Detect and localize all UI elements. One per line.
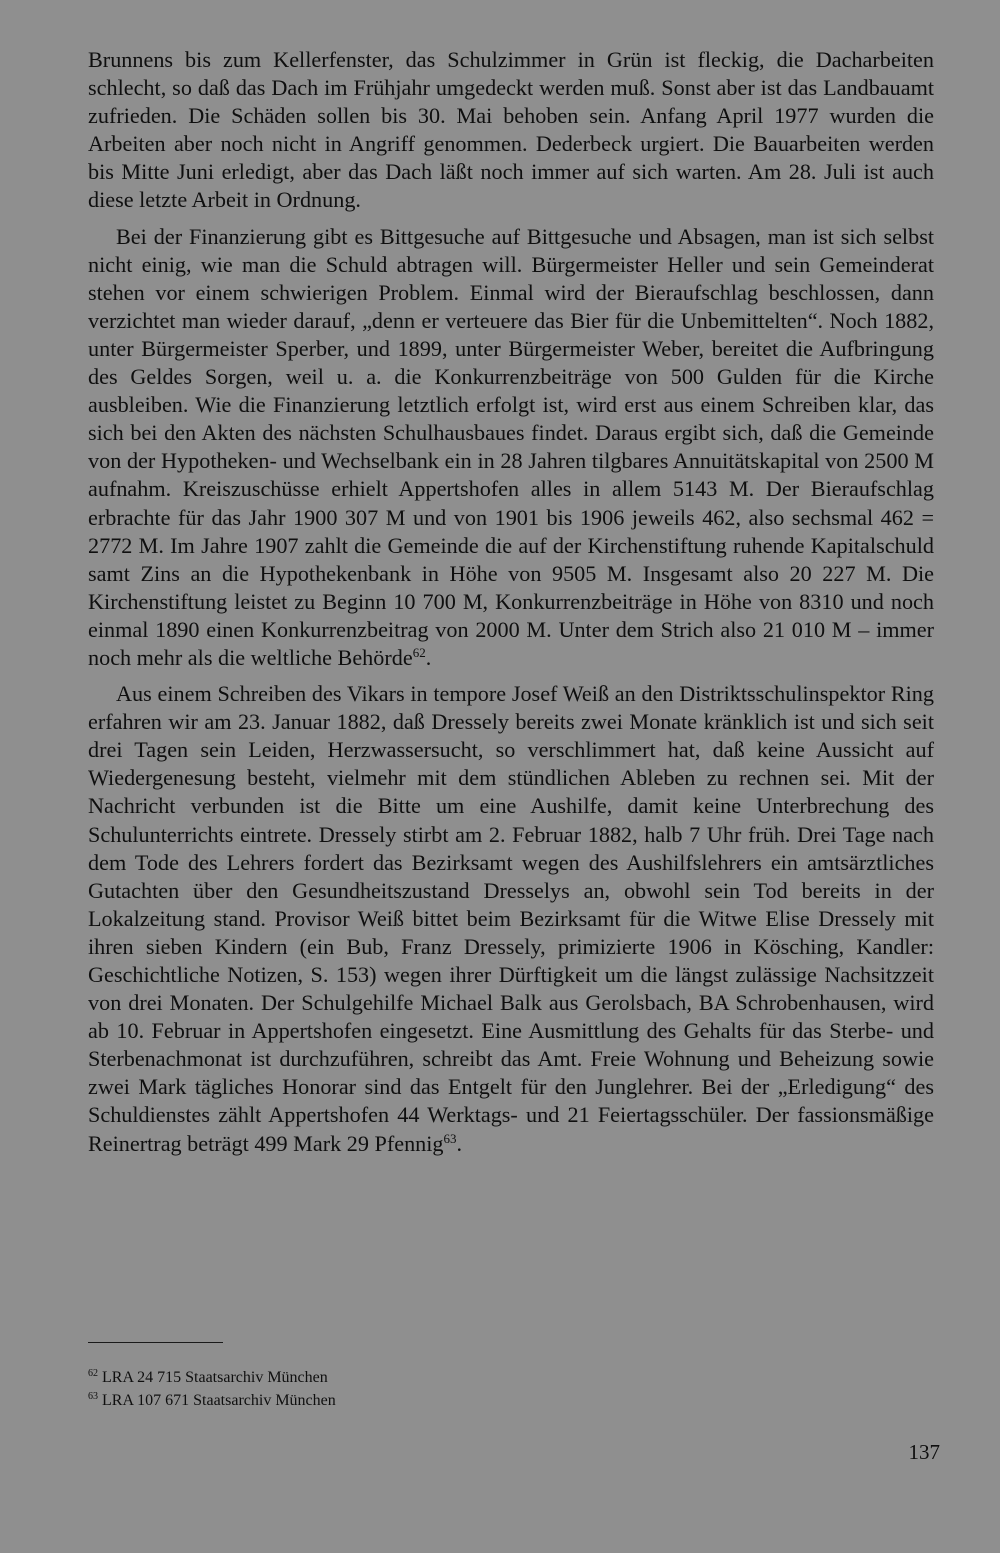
footnote-text: LRA 24 715 Staatsarchiv München [102,1369,328,1386]
paragraph-2: Bei der Finanzierung gibt es Bittgesuche auf Bittgesuche und Absagen, man ist sich selbst nicht einig, wie man die Schuld abtragen will. Bürgermeister Heller und sein Gemeinderat stehen vor einem schwierigen Problem. Einmal wird der Bieraufschlag beschlossen, dann verzichtet man wieder darauf, „denn er verteuere das Bier für die Unbemittelten“. Noch 1882, unter Bürgermeister Sperber, und 1899, unter Bürgermeister Weber, bereitet die Aufbringung des Geldes Sorgen, weil u. a. die Konkurrenzbeiträge von 500 Gulden für die Kirche ausbleiben. Wie die Finanzierung letztlich erfolgt ist, wird erst aus einem Schreiben klar, das sich bei den Akten des nächsten Schulhausbaues findet. Daraus ergibt sich, daß die Gemeinde von der Hypotheken- und Wechselbank ein in 28 Jahren tilgbares Annuitätskapital von 2500 M aufnahm. Kreiszuschüsse erhielt Appertshofen alles in allem 5143 M. Der Bieraufschlag erbrachte für das Jahr 1900 307 M und von 1901 bis 1906 jeweils 462, also sechsmal 462 = 2772 M. Im Jahre 1907 zahlt die Gemeinde die auf der Kirchenstiftung ruhende Kapitalschuld samt Zins an die Hypothekenbank in Höhe von 9505 M. Insgesamt also 20 227 M. Die Kirchenstiftung leistet zu Beginn 10 700 M, Konkurrenzbeiträge in Höhe von 8310 und noch einmal 1890 einen Konkurrenzbeitrag von 2000 M. Unter dem Strich also 21 010 M – immer noch mehr als die weltliche Behörde$^{62}$. [88,223,934,670]
footnote-ref-62: 62 [412,644,426,660]
footnote-63 [88,1389,934,1412]
paragraph-3-text: Aus einem Schreiben des Vikars in tempore Josef Weiß an den Distriktsschulinspektor Ring erfahren wir am 23. Januar 1882, daß Dressely bereits zwei Monate kränklich ist und sich seit drei Tagen sein Leiden, Herzwassersucht, so verschlimmert hat, daß keine Aussicht auf Wiedergenesung besteht, vielmehr mit dem stündlichen Ableben zu rechnen sei. Mit der Nachricht verbunden ist die Bitte um eine Aushilfe, damit keine Unterbrechung des Schulunterrichts eintrete. Dressely stirbt am 2. Februar 1882, halb 7 Uhr früh. Drei Tage nach dem Tode des Lehrers fordert das Bezirksamt wegen des Aushilfslehrers ein amtsärztliches Gutachten über den Gesundheitszustand Dresselys an, obwohl sein Tod bereits in der Lokalzeitung stand. Provisor Weiß bittet beim Bezirksamt für die Witwe Elise Dressely mit ihren sieben Kindern (ein Bub, Franz Dressely, primizierte 1906 in Kösching, Kandler: Geschichtliche Notizen, S. 153) wegen ihrer Dürftigkeit um die längst zulässige Nachsitzzeit von drei Monaten. Der Schulgehilfe Michael Balk aus Gerolsbach, BA Schrobenhausen, wird ab 10. Februar in Appertshofen eingesetzt. Eine Ausmittlung des Gehalts für das Sterbe- und Sterbenachmonat ist durchzuführen, schreibt das Amt. Freie Wohnung und Beheizung sowie zwei Mark tägliches Honorar sind das Entgelt für den Junglehrer. Bei der „Erledigung“ des Schuldienstes zählt Appertshofen 44 Werktags- und 21 Feiertagsschüler. Der fassionsmäßige Reinertrag beträgt 499 Mark 29 Pfennig [88,681,934,1156]
footnote-separator [88,1342,223,1343]
paragraph-1 [88,46,934,215]
paragraph-2-text: Bei der Finanzierung gibt es Bittgesuche auf Bittgesuche und Absagen, man ist sich selbst nicht einig, wie man die Schuld abtragen will. Bürgermeister Heller und sein Gemeinderat stehen vor einem schwierigen Problem. Einmal wird der Bieraufschlag beschlossen, dann verzichtet man wieder darauf, „denn er verteuere das Bier für die Unbemittelten“. Noch 1882, unter Bürgermeister Sperber, und 1899, unter Bürgermeister Weber, bereitet die Aufbringung des Geldes Sorgen, weil u. a. die Konkurrenzbeiträge von 500 Gulden für die Kirche ausbleiben. Wie die Finanzierung letztlich erfolgt ist, wird erst aus einem Schreiben klar, das sich bei den Akten des nächsten Schulhausbaues findet. Daraus ergibt sich, daß die Gemeinde von der Hypotheken- und Wechselbank ein in 28 Jahren tilgbares Annuitätskapital von 2500 M aufnahm. Kreiszuschüsse erhielt Appertshofen alles in allem 5143 M. Der Bieraufschlag erbrachte für das Jahr 1900 307 M und von 1901 bis 1906 jeweils 462, also sechsmal 462 = 2772 M. Im Jahre 1907 zahlt die Gemeinde die auf der Kirchenstiftung ruhende Kapitalschuld samt Zins an die Hypothekenbank in Höhe von 9505 M. Insgesamt also 20 227 M. Die Kirchenstiftung leistet zu Beginn 10 700 M, Konkurrenzbeiträge in Höhe von 8310 und noch einmal 1890 einen Konkurrenzbeitrag von 2000 M. Unter dem Strich also 21 010 M – immer noch mehr als die weltliche Behörde [88,223,934,670]
footnote-text: LRA 107 671 Staatsarchiv München [102,1392,336,1409]
paragraph-3: Aus einem Schreiben des Vikars in tempore Josef Weiß an den Distriktsschulinspektor Ring erfahren wir am 23. Januar 1882, daß Dressely bereits zwei Monate kränklich ist und sich seit drei Tagen sein Leiden, Herzwassersucht, so verschlimmert hat, daß keine Aussicht auf Wiedergenesung besteht, vielmehr mit dem stündlichen Ableben zu rechnen sei. Mit der Nachricht verbunden ist die Bitte um eine Aushilfe, damit keine Unterbrechung des Schulunterrichts eintrete. Dressely stirbt am 2. Februar 1882, halb 7 Uhr früh. Drei Tage nach dem Tode des Lehrers fordert das Bezirksamt wegen des Aushilfslehrers ein amtsärztliches Gutachten über den Gesundheitszustand Dresselys an, obwohl sein Tod bereits in der Lokalzeitung stand. Provisor Weiß bittet beim Bezirksamt für die Witwe Elise Dressely mit ihren sieben Kindern (ein Bub, Franz Dressely, primizierte 1906 in Kösching, Kandler: Geschichtliche Notizen, S. 153) wegen ihrer Dürftigkeit um die längst zulässige Nachsitzzeit von drei Monaten. Der Schulgehilfe Michael Balk aus Gerolsbach, BA Schrobenhausen, wird ab 10. Februar in Appertshofen eingesetzt. Eine Ausmittlung des Gehalts für das Sterbe- und Sterbenachmonat ist durchzuführen, schreibt das Amt. Freie Wohnung und Beheizung sowie zwei Mark tägliches Honorar sind das Entgelt für den Junglehrer. Bei der „Erledigung“ des Schuldienstes zählt Appertshofen 44 Werktags- und 21 Feiertagsschüler. Der fassionsmäßige Reinertrag beträgt 499 Mark 29 Pfennig$^{63}$. [88,681,934,1156]
page-number: 137 [908,1440,940,1464]
footnote-number: 62 [88,1368,98,1379]
footnote-62 [88,1366,934,1389]
main-text [88,46,934,1166]
footnote-number: 63 [88,1391,98,1402]
footnotes [88,1366,934,1412]
footnote-ref-63: 63 [443,1130,457,1146]
paragraph-1-text: Brunnens bis zum Kellerfenster, das Schulzimmer in Grün ist fleckig, die Dacharbeiten schlecht, so daß das Dach im Frühjahr umgedeckt werden muß. Sonst aber ist das Landbauamt zufrieden. Die Schäden sollen bis 30. Mai behoben sein. Anfang April 1977 wurden die Arbeiten aber noch nicht in Angriff genommen. Dederbeck urgiert. Die Bauarbeiten werden bis Mitte Juni erledigt, aber das Dach läßt noch immer auf sich warten. Am 28. Juli ist auch diese letzte Arbeit in Ordnung. [88,47,934,213]
